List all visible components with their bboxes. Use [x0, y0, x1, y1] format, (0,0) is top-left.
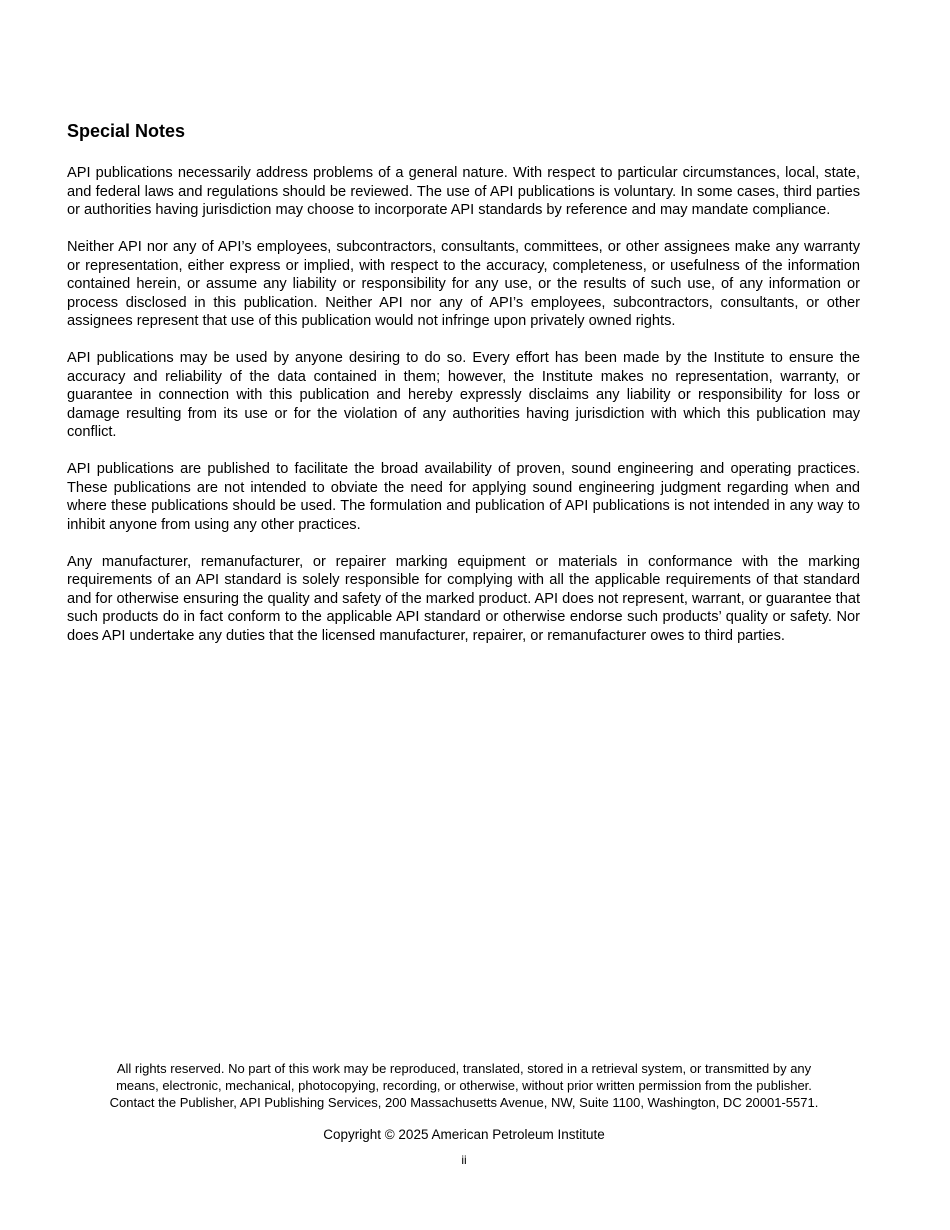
paragraph-warranty-disclaimer: Neither API nor any of API’s employees, subcontractors, consultants, committees, or other assignees make any warranty or representation, either express or implied, with respect to the accuracy, completeness, or usefulness of the information contained herein, or assume any liability or responsibility for any use, or the results of such use, of any information or process disclosed in this publication. Neither API nor any of API’s employees, subcontractors, consultants, or other assignees represent that use of this publication would not infringe upon privately owned rights. [67, 239, 860, 329]
page-title: Special Notes [67, 121, 186, 141]
rights-line: Contact the Publisher, API Publishing Services, 200 Massachusetts Avenue, NW, Suite 1100, Washington, DC 20001-5571. [109, 1095, 819, 1110]
paragraph-applicability: API publications necessarily address problems of a general nature. With respect to particular circumstances, local, state, and federal laws and regulations should be reviewed. The use of API publications is voluntary. In some cases, third parties or authorities having jurisdiction may choose to incorporate API standards by reference and may mandate compliance. [67, 165, 860, 218]
rights-notice [60, 1060, 868, 1111]
rights-line: All rights reserved. No part of this work may be reproduced, translated, stored in a retrieval system, or transmitted by any [116, 1061, 812, 1076]
paragraph-marking-responsibility: Any manufacturer, remanufacturer, or repairer marking equipment or materials in conformance with the marking requirements of an API standard is solely responsible for complying with all the applicable requirements of that standard and for otherwise ensuring the quality and safety of the marked product. API does not represent, warrant, or guarantee that such products do in fact conform to the applicable API standard or otherwise endorse such products’ quality or safety. Nor does API undertake any duties that the licensed manufacturer, repairer, or remanufacturer owes to third parties. [67, 553, 860, 644]
paragraph-usage-disclaimer: API publications may be used by anyone desiring to do so. Every effort has been made by the Institute to ensure the accuracy and reliability of the data contained in them; however, the Institute makes no representation, warranty, or guarantee in connection with this publication and hereby expressly disclaims any liability or responsibility for loss or damage resulting from its use or for the violation of any authorities having jurisdiction with which this publication may conflict. [67, 350, 860, 440]
copyright-notice: Copyright © 2025 American Petroleum Institute [323, 1127, 605, 1142]
paragraph-purpose: API publications are published to facilitate the broad availability of proven, sound engineering and operating practices. These publications are not intended to obviate the need for applying sound engineering judgment regarding when and where these publications should be used. The formulation and publication of API publications is not intended in any way to inhibit anyone from using any other practices. [67, 461, 860, 533]
page-body [67, 120, 860, 664]
page-number: ii [461, 1153, 467, 1167]
rights-line: means, electronic, mechanical, photocopying, recording, or otherwise, without prior written permission from the publisher. [116, 1078, 812, 1093]
